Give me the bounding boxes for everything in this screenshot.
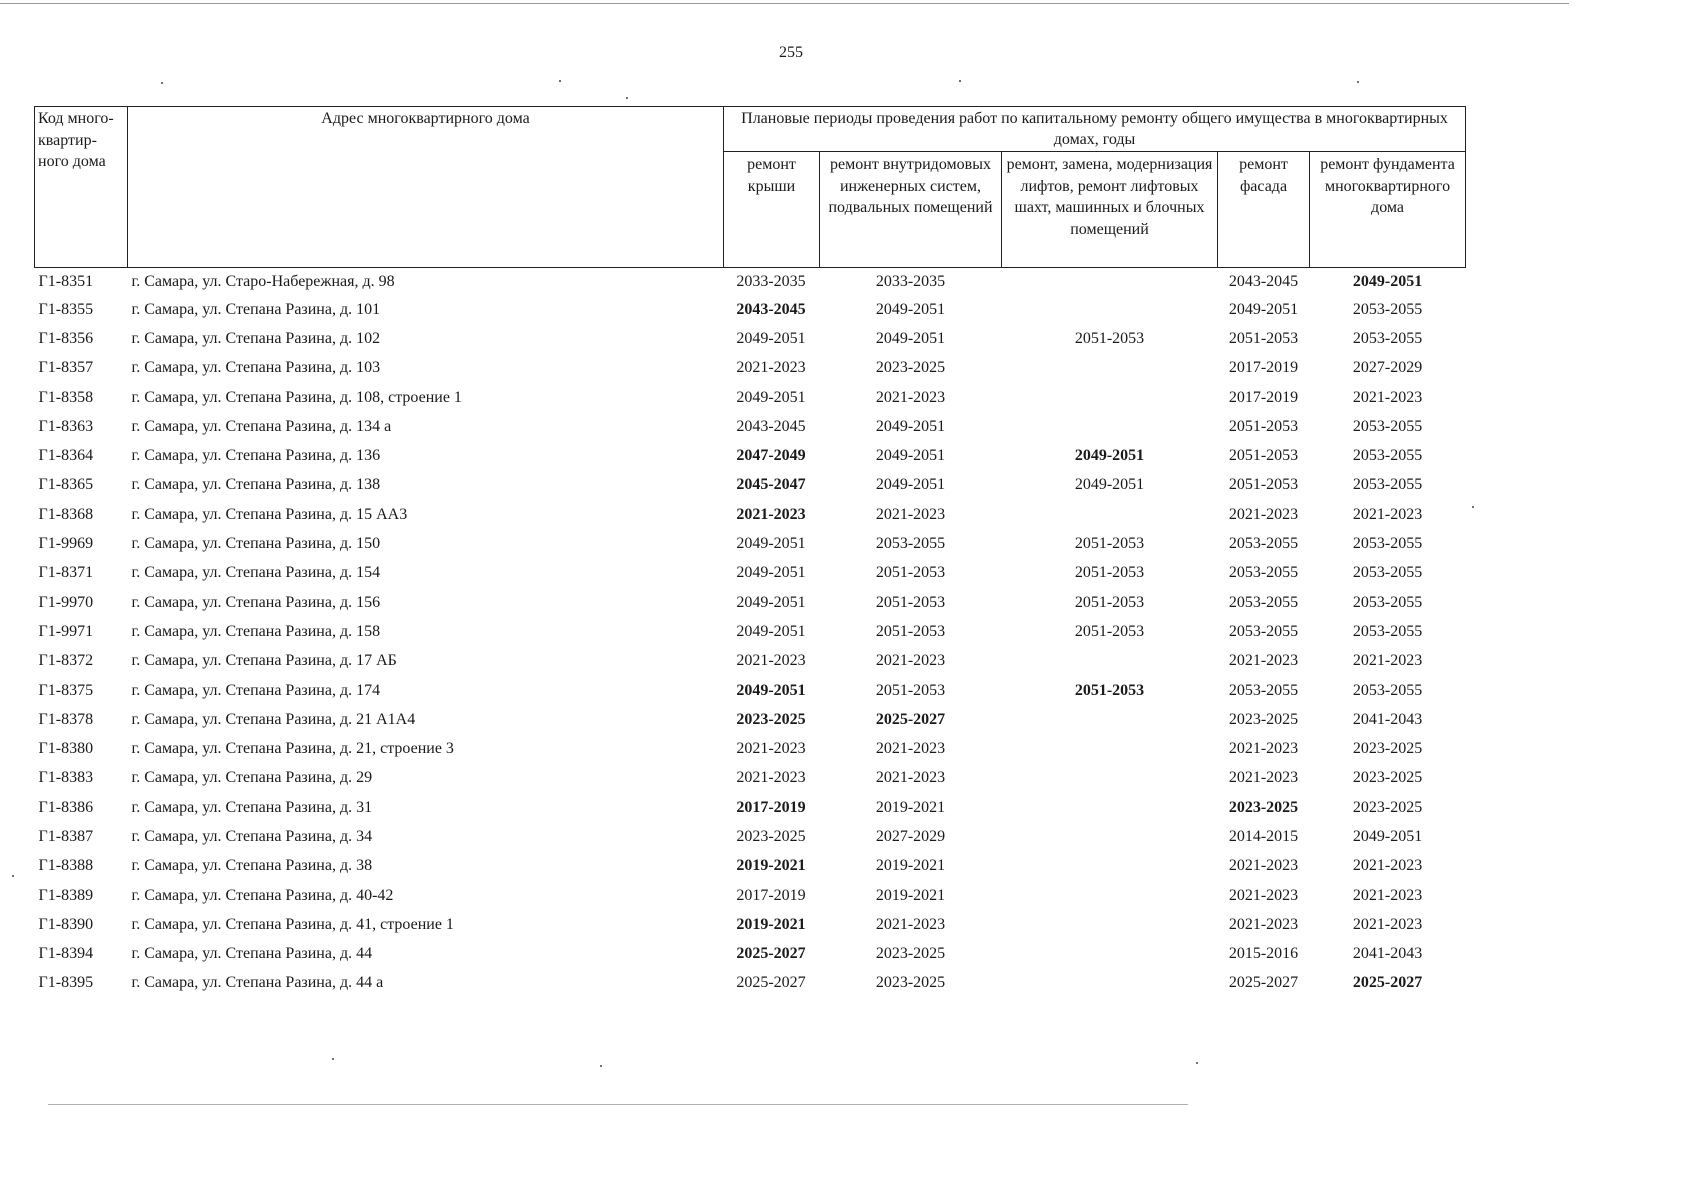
header-lift-repair: ремонт, замена, модернизация лифтов, ремонт лифтовых шахт, машинных и блочных помещений <box>1002 152 1218 268</box>
row-house-code: Г1-8357 <box>38 359 94 377</box>
header-roof-repair: ремонт крыши <box>724 152 820 268</box>
row-lift-period: 2049-2051 <box>1074 447 1145 465</box>
row-foundation-period: 2041-2043 <box>1352 710 1423 728</box>
row-address: г. Самара, ул. Степана Разина, д. 21, строение 3 <box>131 740 454 758</box>
row-facade-period: 2051-2053 <box>1228 447 1299 465</box>
row-engineering-period: 2025-2027 <box>875 710 946 728</box>
row-address: г. Самара, ул. Степана Разина, д. 150 <box>131 535 381 553</box>
row-roof-period: 2049-2051 <box>736 329 806 347</box>
scan-speck <box>600 1065 602 1067</box>
row-address: г. Самара, ул. Степана Разина, д. 154 <box>131 564 381 582</box>
row-address: г. Самара, ул. Старо-Набережная, д. 98 <box>131 272 395 290</box>
row-house-code: Г1-8363 <box>38 417 94 435</box>
row-lift-period: 2051-2053 <box>1074 329 1145 347</box>
row-roof-period: 2043-2045 <box>736 300 806 318</box>
table-body <box>35 268 1466 999</box>
row-foundation-period: 2023-2025 <box>1352 798 1423 816</box>
row-facade-period: 2051-2053 <box>1228 329 1299 347</box>
row-facade-period: 2017-2019 <box>1228 388 1299 406</box>
row-engineering-period: 2021-2023 <box>875 915 946 933</box>
table-row <box>35 793 1466 822</box>
row-foundation-period: 2053-2055 <box>1352 593 1423 611</box>
row-address: г. Самара, ул. Степана Разина, д. 103 <box>131 359 381 377</box>
row-address: г. Самара, ул. Степана Разина, д. 34 <box>131 827 373 845</box>
row-roof-period: 2017-2019 <box>736 886 806 904</box>
table-row <box>35 764 1466 793</box>
row-foundation-period: 2053-2055 <box>1352 417 1423 435</box>
row-roof-period: 2023-2025 <box>736 710 806 728</box>
table-row <box>35 471 1466 500</box>
table-row <box>35 617 1466 646</box>
row-facade-period: 2043-2045 <box>1228 272 1299 290</box>
row-engineering-period: 2021-2023 <box>875 505 946 523</box>
row-facade-period: 2021-2023 <box>1228 740 1299 758</box>
row-house-code: Г1-8372 <box>38 652 94 670</box>
row-address: г. Самара, ул. Степана Разина, д. 31 <box>131 798 373 816</box>
row-house-code: Г1-8380 <box>38 740 94 758</box>
row-lift-period <box>1002 734 1218 763</box>
row-facade-period: 2021-2023 <box>1228 769 1299 787</box>
row-house-code: Г1-8389 <box>38 886 94 904</box>
row-foundation-period: 2053-2055 <box>1352 681 1423 699</box>
row-address: г. Самара, ул. Степана Разина, д. 21 А1А4 <box>131 710 416 728</box>
row-foundation-period: 2021-2023 <box>1352 915 1423 933</box>
row-address: г. Самара, ул. Степана Разина, д. 138 <box>131 476 381 494</box>
table-row <box>35 354 1466 383</box>
row-foundation-period: 2053-2055 <box>1352 564 1423 582</box>
row-lift-period <box>1002 793 1218 822</box>
row-facade-period: 2053-2055 <box>1228 681 1299 699</box>
row-lift-period <box>1002 881 1218 910</box>
table-header <box>35 107 1466 268</box>
table-row <box>35 412 1466 441</box>
row-foundation-period: 2027-2029 <box>1352 359 1423 377</box>
row-house-code: Г1-9970 <box>38 593 94 611</box>
row-engineering-period: 2027-2029 <box>875 827 946 845</box>
bottom-scan-line <box>48 1104 1188 1105</box>
table-row <box>35 910 1466 939</box>
row-house-code: Г1-8364 <box>38 447 94 465</box>
table-row <box>35 822 1466 851</box>
row-address: г. Самара, ул. Степана Разина, д. 108, строение 1 <box>131 388 462 406</box>
row-house-code: Г1-8358 <box>38 388 94 406</box>
row-roof-period: 2049-2051 <box>736 681 806 699</box>
row-engineering-period: 2033-2035 <box>875 272 946 290</box>
row-engineering-period: 2021-2023 <box>875 769 946 787</box>
row-address: г. Самара, ул. Степана Разина, д. 136 <box>131 447 381 465</box>
row-lift-period <box>1002 647 1218 676</box>
row-lift-period <box>1002 354 1218 383</box>
row-house-code: Г1-8394 <box>38 945 94 963</box>
row-house-code: Г1-8378 <box>38 710 94 728</box>
row-facade-period: 2053-2055 <box>1228 535 1299 553</box>
row-address: г. Самара, ул. Степана Разина, д. 174 <box>131 681 381 699</box>
row-lift-period <box>1002 295 1218 324</box>
row-engineering-period: 2051-2053 <box>875 622 946 640</box>
row-roof-period: 2021-2023 <box>736 505 806 523</box>
row-lift-period <box>1002 852 1218 881</box>
row-foundation-period: 2021-2023 <box>1352 857 1423 875</box>
row-foundation-period: 2053-2055 <box>1352 535 1423 553</box>
row-engineering-period: 2049-2051 <box>875 417 946 435</box>
table-row <box>35 500 1466 529</box>
row-facade-period: 2053-2055 <box>1228 564 1299 582</box>
row-engineering-period: 2023-2025 <box>875 945 946 963</box>
row-address: г. Самара, ул. Степана Разина, д. 38 <box>131 857 373 875</box>
scan-speck <box>626 97 628 99</box>
scan-speck <box>1472 506 1474 508</box>
row-lift-period <box>1002 500 1218 529</box>
row-foundation-period: 2053-2055 <box>1352 476 1423 494</box>
row-house-code: Г1-8355 <box>38 300 94 318</box>
row-foundation-period: 2021-2023 <box>1352 886 1423 904</box>
row-engineering-period: 2021-2023 <box>875 652 946 670</box>
row-engineering-period: 2049-2051 <box>875 447 946 465</box>
table-row <box>35 852 1466 881</box>
row-engineering-period: 2053-2055 <box>875 535 946 553</box>
row-foundation-period: 2021-2023 <box>1352 388 1423 406</box>
row-lift-period: 2051-2053 <box>1074 622 1145 640</box>
row-lift-period: 2049-2051 <box>1074 476 1145 494</box>
row-roof-period: 2025-2027 <box>736 945 806 963</box>
row-roof-period: 2049-2051 <box>736 564 806 582</box>
row-roof-period: 2043-2045 <box>736 417 806 435</box>
row-roof-period: 2049-2051 <box>736 535 806 553</box>
row-address: г. Самара, ул. Степана Разина, д. 134 а <box>131 417 392 435</box>
scan-speck <box>332 1058 334 1060</box>
row-facade-period: 2053-2055 <box>1228 622 1299 640</box>
row-foundation-period: 2053-2055 <box>1352 329 1423 347</box>
row-facade-period: 2023-2025 <box>1228 710 1299 728</box>
row-house-code: Г1-8351 <box>38 272 94 290</box>
row-lift-period <box>1002 268 1218 296</box>
row-roof-period: 2021-2023 <box>736 769 806 787</box>
row-facade-period: 2025-2027 <box>1228 974 1299 992</box>
row-lift-period: 2051-2053 <box>1074 535 1145 553</box>
table-row <box>35 529 1466 558</box>
row-house-code: Г1-8390 <box>38 915 94 933</box>
row-lift-period: 2051-2053 <box>1074 564 1145 582</box>
row-address: г. Самара, ул. Степана Разина, д. 17 АБ <box>131 652 397 670</box>
row-roof-period: 2021-2023 <box>736 740 806 758</box>
row-foundation-period: 2021-2023 <box>1352 505 1423 523</box>
row-lift-period <box>1002 822 1218 851</box>
row-house-code: Г1-8371 <box>38 564 94 582</box>
row-facade-period: 2021-2023 <box>1228 915 1299 933</box>
row-lift-period <box>1002 705 1218 734</box>
row-roof-period: 2045-2047 <box>736 476 806 494</box>
table-row <box>35 383 1466 412</box>
row-roof-period: 2019-2021 <box>736 915 806 933</box>
row-facade-period: 2051-2053 <box>1228 417 1299 435</box>
row-lift-period <box>1002 969 1218 998</box>
table-row <box>35 969 1466 998</box>
row-house-code: Г1-8383 <box>38 769 94 787</box>
table-row <box>35 940 1466 969</box>
row-roof-period: 2025-2027 <box>736 974 806 992</box>
row-facade-period: 2017-2019 <box>1228 359 1299 377</box>
row-facade-period: 2049-2051 <box>1228 300 1299 318</box>
row-engineering-period: 2023-2025 <box>875 974 946 992</box>
scan-speck <box>559 80 561 82</box>
row-engineering-period: 2019-2021 <box>875 886 946 904</box>
row-house-code: Г1-8368 <box>38 505 94 523</box>
row-facade-period: 2015-2016 <box>1228 945 1299 963</box>
row-facade-period: 2021-2023 <box>1228 857 1299 875</box>
row-foundation-period: 2023-2025 <box>1352 769 1423 787</box>
row-lift-period <box>1002 764 1218 793</box>
row-foundation-period: 2021-2023 <box>1352 652 1423 670</box>
row-engineering-period: 2023-2025 <box>875 359 946 377</box>
row-address: г. Самара, ул. Степана Разина, д. 156 <box>131 593 381 611</box>
row-lift-period <box>1002 910 1218 939</box>
scan-speck <box>959 80 961 82</box>
table-row <box>35 324 1466 353</box>
row-engineering-period: 2049-2051 <box>875 300 946 318</box>
row-house-code: Г1-8387 <box>38 827 94 845</box>
row-engineering-period: 2049-2051 <box>875 329 946 347</box>
scan-speck <box>1357 81 1359 83</box>
row-roof-period: 2017-2019 <box>736 798 806 816</box>
row-address: г. Самара, ул. Степана Разина, д. 158 <box>131 622 381 640</box>
row-roof-period: 2033-2035 <box>736 272 806 290</box>
row-engineering-period: 2019-2021 <box>875 857 946 875</box>
row-address: г. Самара, ул. Степана Разина, д. 101 <box>131 300 381 318</box>
row-foundation-period: 2025-2027 <box>1352 974 1423 992</box>
row-facade-period: 2021-2023 <box>1228 652 1299 670</box>
row-roof-period: 2049-2051 <box>736 593 806 611</box>
header-foundation-repair: ремонт фундамента многоквартирного дома <box>1310 152 1466 268</box>
page-number: 255 <box>779 44 803 61</box>
row-engineering-period: 2051-2053 <box>875 681 946 699</box>
row-roof-period: 2021-2023 <box>736 359 806 377</box>
row-foundation-period: 2023-2025 <box>1352 740 1423 758</box>
row-foundation-period: 2053-2055 <box>1352 447 1423 465</box>
table-row <box>35 734 1466 763</box>
row-address: г. Самара, ул. Степана Разина, д. 41, строение 1 <box>131 915 454 933</box>
row-house-code: Г1-8386 <box>38 798 94 816</box>
row-foundation-period: 2053-2055 <box>1352 622 1423 640</box>
row-house-code: Г1-8375 <box>38 681 94 699</box>
row-roof-period: 2019-2021 <box>736 857 806 875</box>
row-roof-period: 2049-2051 <box>736 622 806 640</box>
row-house-code: Г1-9971 <box>38 622 94 640</box>
scan-speck <box>12 875 14 877</box>
row-engineering-period: 2051-2053 <box>875 593 946 611</box>
header-house-code: Код много-квартир-ного дома <box>35 107 128 268</box>
row-foundation-period: 2049-2051 <box>1352 272 1423 290</box>
row-engineering-period: 2019-2021 <box>875 798 946 816</box>
table-row <box>35 559 1466 588</box>
row-engineering-period: 2051-2053 <box>875 564 946 582</box>
row-foundation-period: 2053-2055 <box>1352 300 1423 318</box>
row-address: г. Самара, ул. Степана Разина, д. 40-42 <box>131 886 394 904</box>
row-facade-period: 2023-2025 <box>1228 798 1299 816</box>
table-row <box>35 647 1466 676</box>
row-facade-period: 2014-2015 <box>1228 827 1299 845</box>
row-facade-period: 2021-2023 <box>1228 505 1299 523</box>
capital-repair-table <box>34 106 1466 998</box>
row-address: г. Самара, ул. Степана Разина, д. 29 <box>131 769 373 787</box>
row-roof-period: 2021-2023 <box>736 652 806 670</box>
row-foundation-period: 2049-2051 <box>1352 827 1423 845</box>
header-facade-repair: ремонт фасада <box>1218 152 1310 268</box>
row-lift-period <box>1002 412 1218 441</box>
row-house-code: Г1-8365 <box>38 476 94 494</box>
row-roof-period: 2047-2049 <box>736 447 806 465</box>
row-lift-period <box>1002 940 1218 969</box>
table-row <box>35 881 1466 910</box>
header-address: Адрес многоквартирного дома <box>128 107 724 268</box>
table-row <box>35 676 1466 705</box>
row-lift-period <box>1002 383 1218 412</box>
row-foundation-period: 2041-2043 <box>1352 945 1423 963</box>
scan-speck <box>1196 1062 1198 1064</box>
scan-speck <box>161 82 163 84</box>
header-planned-periods: Плановые периоды проведения работ по капитальному ремонту общего имущества в многоквартирных домах, годы <box>724 107 1466 152</box>
row-house-code: Г1-8388 <box>38 857 94 875</box>
row-address: г. Самара, ул. Степана Разина, д. 44 <box>131 945 373 963</box>
row-facade-period: 2053-2055 <box>1228 593 1299 611</box>
table-row <box>35 705 1466 734</box>
row-facade-period: 2021-2023 <box>1228 886 1299 904</box>
row-engineering-period: 2021-2023 <box>875 740 946 758</box>
row-address: г. Самара, ул. Степана Разина, д. 102 <box>131 329 381 347</box>
table-row <box>35 268 1466 296</box>
row-lift-period: 2051-2053 <box>1074 593 1145 611</box>
row-house-code: Г1-8356 <box>38 329 94 347</box>
table-row <box>35 295 1466 324</box>
row-engineering-period: 2021-2023 <box>875 388 946 406</box>
table-row <box>35 588 1466 617</box>
top-scan-edge <box>0 3 1569 4</box>
row-facade-period: 2051-2053 <box>1228 476 1299 494</box>
row-address: г. Самара, ул. Степана Разина, д. 44 а <box>131 974 384 992</box>
row-address: г. Самара, ул. Степана Разина, д. 15 АА3 <box>131 505 408 523</box>
row-roof-period: 2049-2051 <box>736 388 806 406</box>
row-roof-period: 2023-2025 <box>736 827 806 845</box>
table-row <box>35 441 1466 470</box>
row-house-code: Г1-9969 <box>38 535 94 553</box>
row-lift-period: 2051-2053 <box>1074 681 1145 699</box>
row-engineering-period: 2049-2051 <box>875 476 946 494</box>
header-engineering-repair: ремонт внутридомовых инженерных систем, подвальных помещений <box>820 152 1002 268</box>
row-house-code: Г1-8395 <box>38 974 94 992</box>
